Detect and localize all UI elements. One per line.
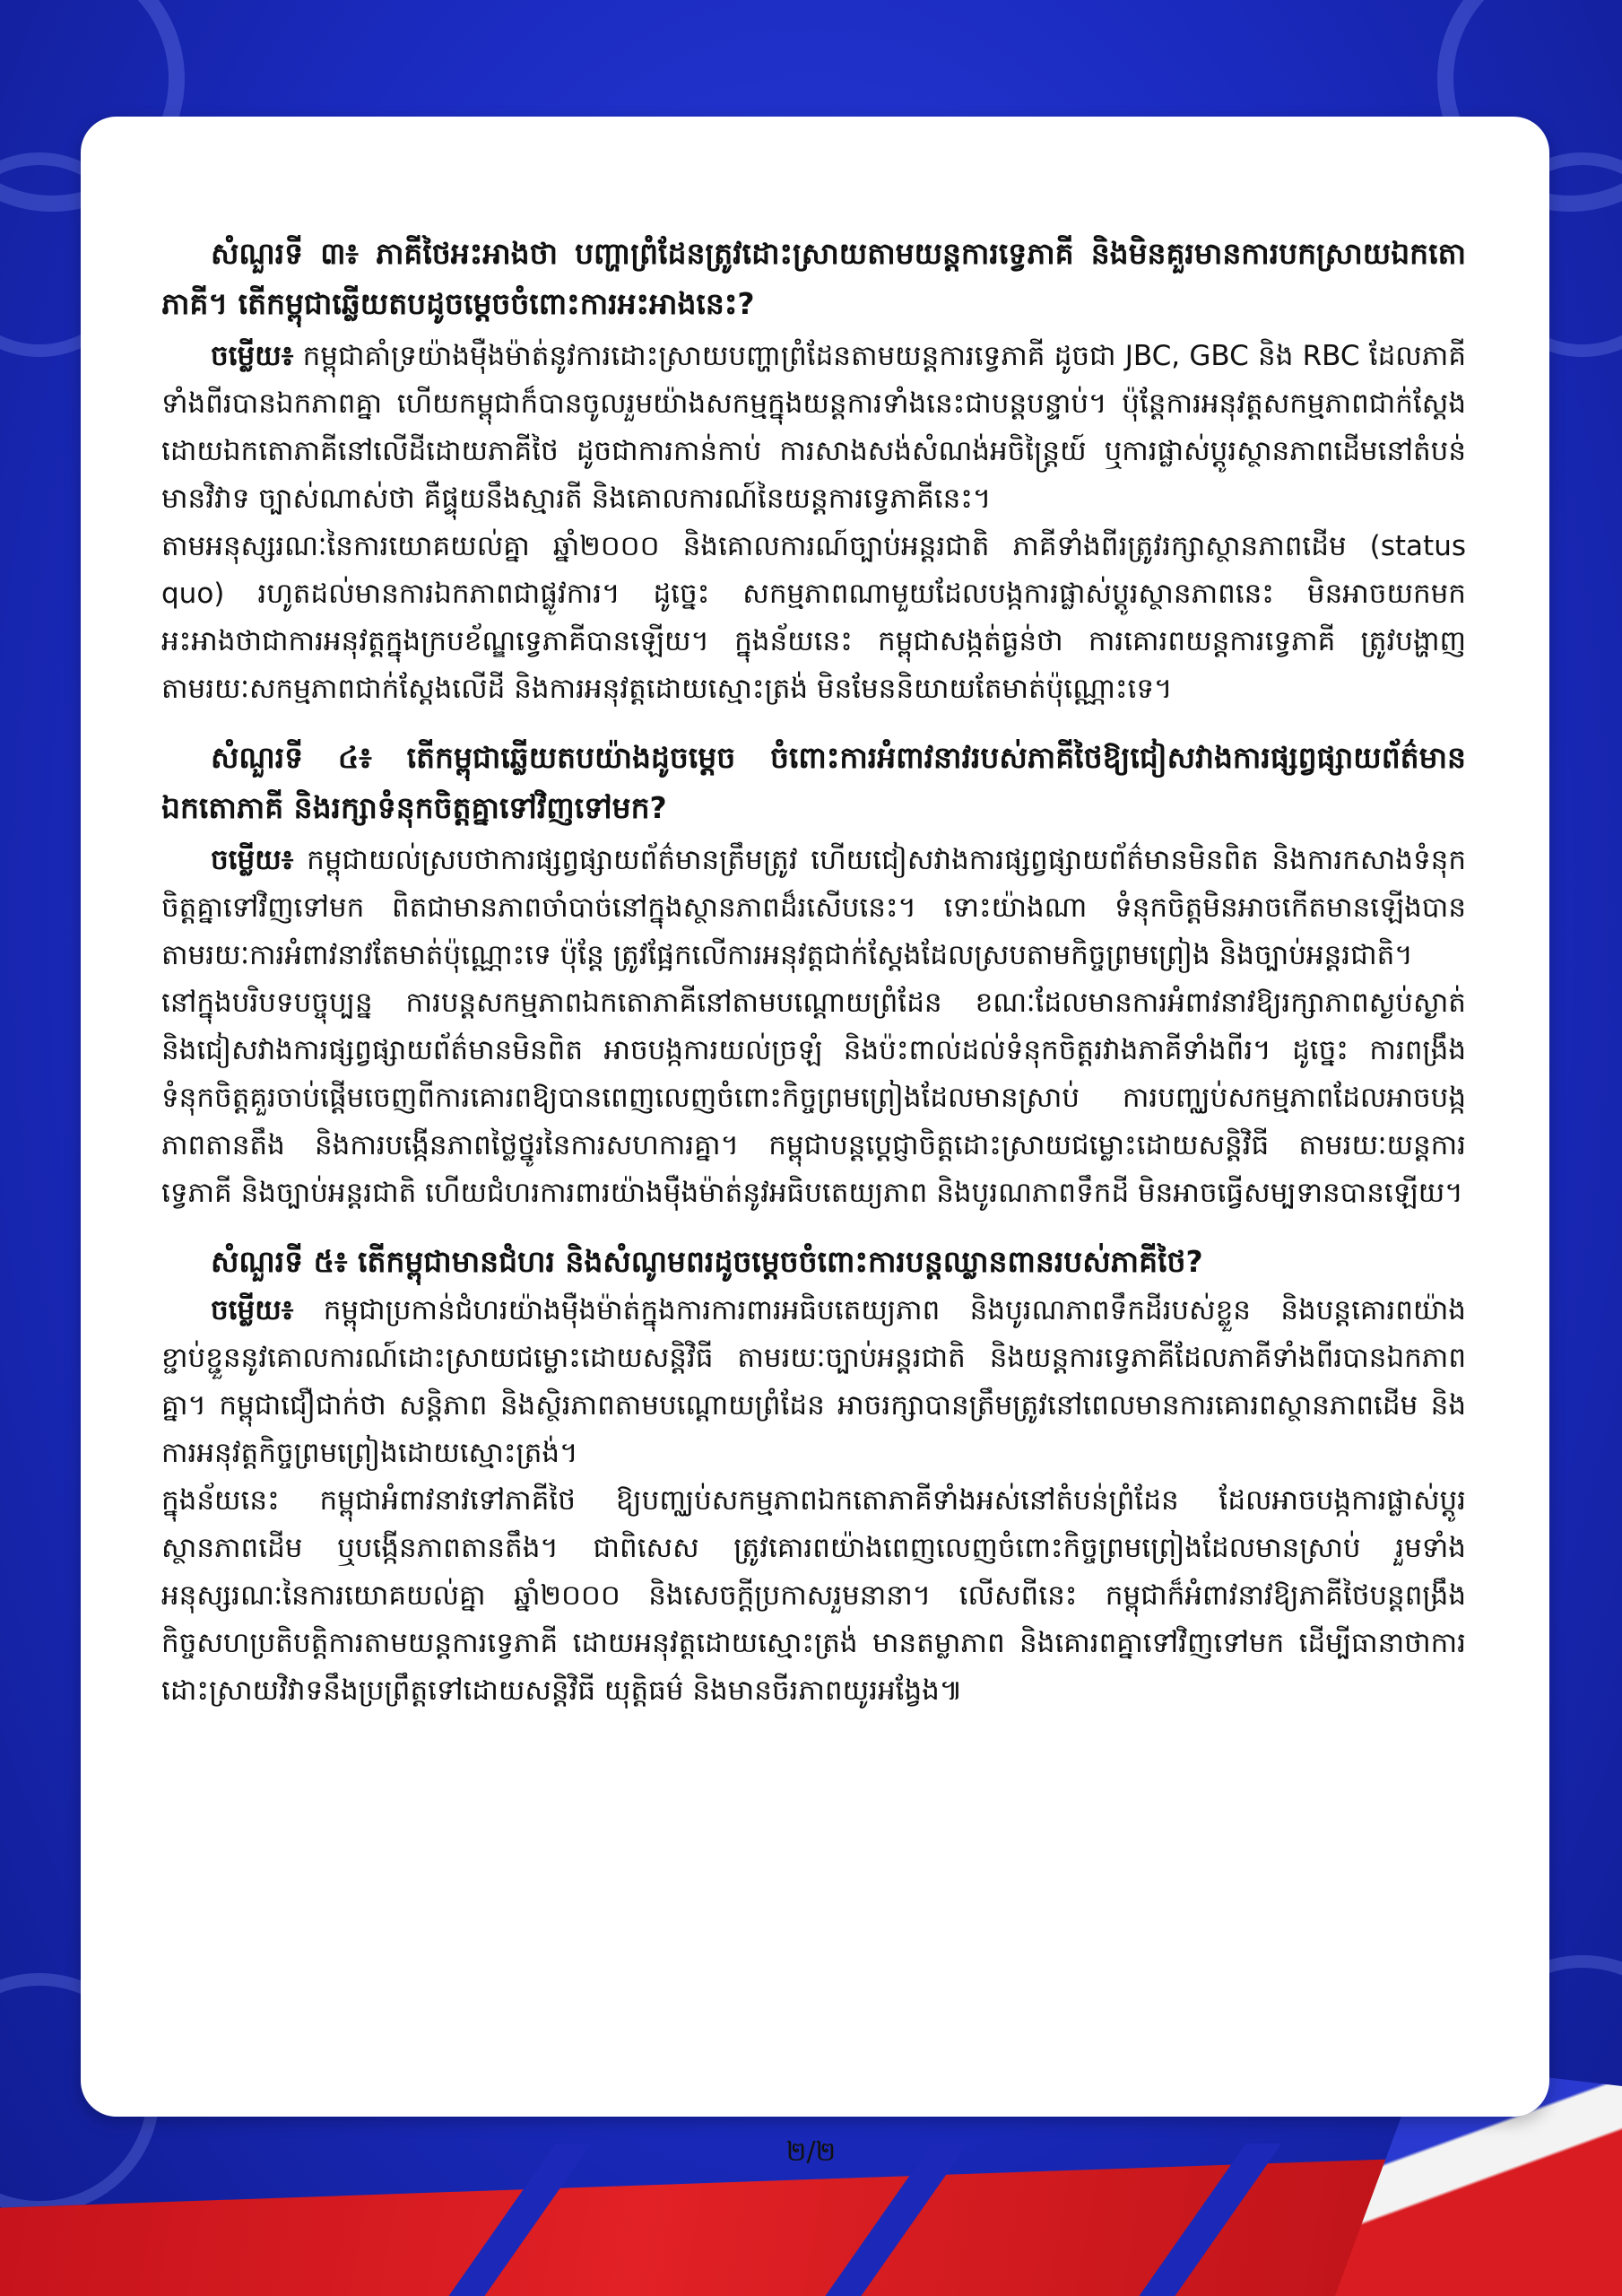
body-paragraph: ក្នុងន័យនេះ កម្ពុជាអំពាវនាវទៅភាគីថៃ ឱ្យបញ្ឈប់សកម្មភាពឯកតោភាគីទាំងអស់នៅតំបន់ព្រំដែន ដែលអាចបង្កការផ្លាស់ប្តូរស្ថានភាពដើម ឬបង្កើនភាពតានតឹង។ ជាពិសេស ត្រូវគោរពយ៉ាងពេញលេញចំពោះកិច្ចព្រមព្រៀងដែលមានស្រាប់ រួមទាំងអនុស្សរណៈនៃការយោគយល់គ្នា ឆ្នាំ២០០០ និងសេចក្តីប្រកាសរួមនានា។ លើសពីនេះ កម្ពុជាក៏អំពាវនាវឱ្យភាគីថៃបន្តពង្រឹងកិច្ចសហប្រតិបត្តិការតាមយន្តការទ្វេភាគី ដោយអនុវត្តដោយស្មោះត្រង់ មានតម្លាភាព និងគោរពគ្នាទៅវិញទៅមក ដើម្បីធានាថាការដោះស្រាយវិវាទនឹងប្រព្រឹត្តទៅដោយសន្តិវិធី យុត្តិធម៌ និងមានចីរភាពយូរអង្វែង៕ <box>161 1484 1466 1707</box>
qa-section-4 <box>161 733 1466 1217</box>
answer-label: ចម្លើយ៖ <box>211 844 294 876</box>
question-heading: សំណួរទី ៤៖ តើកម្ពុជាឆ្លើយតបយ៉ាងដូចម្តេច ចំពោះការអំពាវនាវរបស់ភាគីថៃឱ្យជៀសវាងការផ្សព្វផ្សាយព័ត៌មានឯកតោភាគី និងរក្សាទំនុកចិត្តគ្នាទៅវិញទៅមក? <box>161 740 1466 825</box>
answer-label: ចម្លើយ៖ <box>211 1294 294 1326</box>
qa-section-3 <box>161 229 1466 713</box>
page-number: ២/២ <box>785 2136 837 2168</box>
answer-paragraph <box>161 333 1466 523</box>
answer-label: ចម្លើយ៖ <box>211 340 294 372</box>
body-paragraph: នៅក្នុងបរិបទបច្ចុប្បន្ន ការបន្តសកម្មភាពឯកតោភាគីនៅតាមបណ្តោយព្រំដែន ខណៈដែលមានការអំពាវនាវឱ្យរក្សាភាពស្ងប់ស្ងាត់ និងជៀសវាងការផ្សព្វផ្សាយព័ត៌មានមិនពិត អាចបង្កការយល់ច្រឡំ និងប៉ះពាល់ដល់ទំនុកចិត្តរវាងភាគីទាំងពីរ។ ដូច្នេះ ការពង្រឹងទំនុកចិត្តគួរចាប់ផ្តើមចេញពីការគោរពឱ្យបានពេញលេញចំពោះកិច្ចព្រមព្រៀងដែលមានស្រាប់ ការបញ្ឈប់សកម្មភាពដែលអាចបង្កភាពតានតឹង និងការបង្កើនភាពថ្លៃថ្នូរនៃការសហការគ្នា។ កម្ពុជាបន្តប្តេជ្ញាចិត្តដោះស្រាយជម្លោះដោយសន្តិវិធី តាមរយៈយន្តការទ្វេភាគី និងច្បាប់អន្តរជាតិ ហើយជំហរការពារយ៉ាងមុឺងម៉ាត់នូវអធិបតេយ្យភាព និងបូរណភាពទឹកដី មិនអាចធ្វើសម្បទានបានឡើយ។ <box>161 987 1466 1209</box>
answer-text: កម្ពុជាយល់ស្របថាការផ្សព្វផ្សាយព័ត៌មានត្រឹមត្រូវ ហើយជៀសវាងការផ្សព្វផ្សាយព័ត៌មានមិនពិត និងការកសាងទំនុកចិត្តគ្នាទៅវិញទៅមក ពិតជាមានភាពចាំបាច់នៅក្នុងស្ថានភាពដ៏រសើបនេះ។ ទោះយ៉ាងណា ទំនុកចិត្តមិនអាចកើតមានឡើងបានតាមរយៈការអំពាវនាវតែមាត់ប៉ុណ្ណោះទេ ប៉ុន្តែ ត្រូវផ្អែកលើការអនុវត្តជាក់ស្តែងដែលស្របតាមកិច្ចព្រមព្រៀង និងច្បាប់អន្តរជាតិ។ <box>161 844 1466 971</box>
answer-paragraph <box>161 837 1466 979</box>
answer-text: កម្ពុជាប្រកាន់ជំហរយ៉ាងមុឺងម៉ាត់ក្នុងការការពារអធិបតេយ្យភាព និងបូរណភាពទឹកដីរបស់ខ្លួន និងបន្តគោរពយ៉ាងខ្ជាប់ខ្ជួននូវគោលការណ៍ដោះស្រាយជម្លោះដោយសន្តិវិធី តាមរយៈច្បាប់អន្តរជាតិ និងយន្តការទ្វេភាគីដែលភាគីទាំងពីរបានឯកភាពគ្នា។ កម្ពុជាជឿជាក់ថា សន្តិភាព និងស្ថិរភាពតាមបណ្តោយព្រំដែន អាចរក្សាបានត្រឹមត្រូវនៅពេលមានការគោរពស្ថានភាពដើម និងការអនុវត្តកិច្ចព្រមព្រៀងដោយស្មោះត្រង់។ <box>161 1294 1466 1469</box>
answer-paragraph <box>161 1287 1466 1477</box>
answer-text: កម្ពុជាគាំទ្រយ៉ាងមុឺងម៉ាត់នូវការដោះស្រាយបញ្ហាព្រំដែនតាមយន្តការទ្វេភាគី ដូចជា JBC, GBC និង RBC ដែលភាគីទាំងពីរបានឯកភាពគ្នា ហើយកម្ពុជាក៏បានចូលរួមយ៉ាងសកម្មក្នុងយន្តការទាំងនេះជាបន្តបន្ទាប់។ ប៉ុន្តែការអនុវត្តសកម្មភាពជាក់ស្តែងដោយឯកតោភាគីនៅលើដីដោយភាគីថៃ ដូចជាការកាន់កាប់ ការសាងសង់សំណង់អចិន្ត្រៃយ៍ ឬការផ្លាស់ប្តូរស្ថានភាពដើមនៅតំបន់មានវិវាទ ច្បាស់ណាស់ថា គឺផ្ទុយនឹងស្មារតី និងគោលការណ៍នៃយន្តការទ្វេភាគីនេះ។ <box>161 340 1466 515</box>
question-heading: សំណួរទី ៣៖ ភាគីថៃអះអាងថា បញ្ហាព្រំដែនត្រូវដោះស្រាយតាមយន្តការទ្វេភាគី និងមិនគួរមានការបកស្រាយឯកតោភាគី។ តើកម្ពុជាឆ្លើយតបដូចម្ដេចចំពោះការអះអាងនេះ? <box>161 236 1466 321</box>
qa-section-5 <box>161 1237 1466 1715</box>
body-paragraph: តាមអនុស្សរណៈនៃការយោគយល់គ្នា ឆ្នាំ២០០០ និងគោលការណ៍ច្បាប់អន្តរជាតិ ភាគីទាំងពីរត្រូវរក្សាស្ថានភាពដើម (status quo) រហូតដល់មានការឯកភាពជាផ្លូវការ។ ដូច្នេះ សកម្មភាពណាមួយដែលបង្កការផ្លាស់ប្តូរស្ថានភាពនេះ មិនអាចយកមកអះអាងថាជាការអនុវត្តក្នុងក្របខ័ណ្ឌទ្វេភាគីបានឡើយ។ ក្នុងន័យនេះ កម្ពុជាសង្កត់ធ្ងន់ថា ការគោរពយន្តការទ្វេភាគី ត្រូវបង្ហាញតាមរយៈសកម្មភាពជាក់ស្តែងលើដី និងការអនុវត្តដោយស្មោះត្រង់ មិនមែននិយាយតែមាត់ប៉ុណ្ណោះទេ។ <box>161 530 1466 705</box>
document-content <box>161 229 1466 1715</box>
question-heading: សំណួរទី ៥៖ តើកម្ពុជាមានជំហរ និងសំណូមពរដូចម្តេចចំពោះការបន្តឈ្លានពានរបស់ភាគីថៃ? <box>211 1244 1203 1279</box>
